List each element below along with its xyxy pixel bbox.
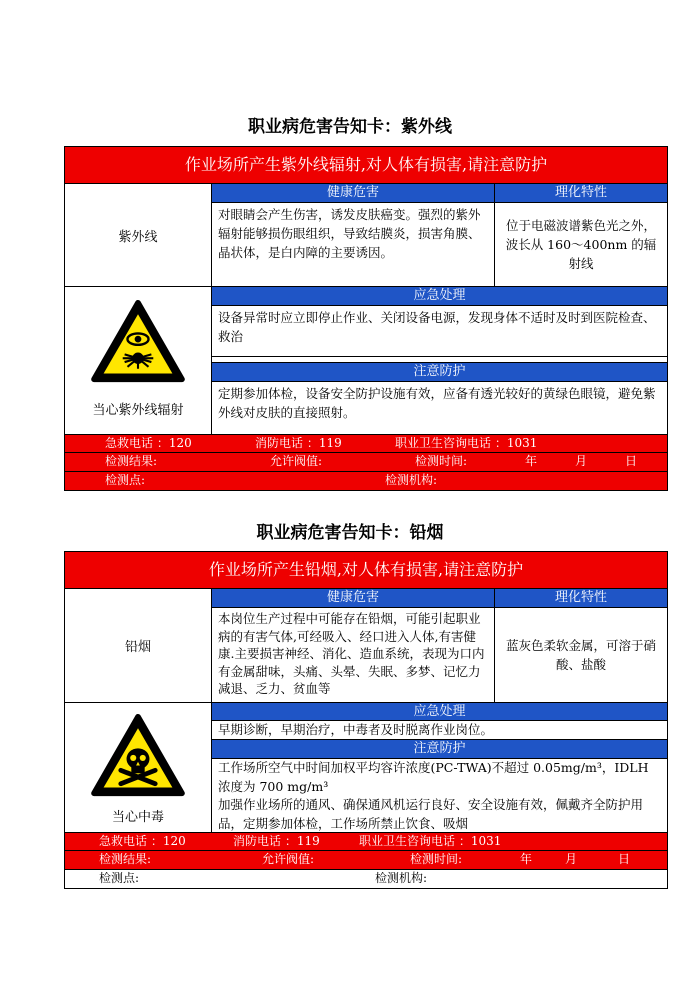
- card2-emergency-head: 应急处理: [212, 703, 667, 721]
- card1-health-col: [212, 184, 495, 286]
- card2-phone-emergency: 急救电话 ：120: [99, 834, 186, 848]
- card2-year: 年: [520, 852, 533, 866]
- card2-point-row: [65, 870, 667, 888]
- card2-health-text: 本岗位生产过程中可能存在铅烟，可能引起职业病的有害气体,可经吸入、经口进入人体,有害健康.主要损害神经、消化、造血系统，表现为口内有金属甜味，头痛、头晕、失眠、多梦、记忆力减退、乏力、贫血等: [218, 611, 485, 696]
- card1-point-row: [65, 472, 667, 490]
- card2-result-label: 检测结果:: [99, 852, 152, 866]
- card1-prop-text: 位于电磁波谱紫色光之外，波长从 160～400nm 的辐射线: [505, 218, 657, 271]
- card2-month: 月: [565, 852, 578, 866]
- card2-hazard-row: [65, 589, 667, 703]
- card2-phone-fire: 消防电话 ：119: [233, 834, 320, 848]
- card1: [64, 146, 668, 491]
- card1-phone-row: [65, 435, 667, 453]
- card2-org-label: 检测机构:: [375, 871, 428, 885]
- card2-emergency-text: 早期诊断，早期治疗，中毒者及时脱离作业岗位。: [212, 721, 667, 740]
- card2-protection-head: 注意防护: [212, 740, 667, 759]
- card2-protection-text2: 加强作业场所的通风、确保通风机运行良好、安全设施有效，佩戴齐全防护用品，定期参加体检，工作场所禁止饮食、吸烟: [218, 797, 644, 831]
- card1-action-col: [212, 287, 667, 434]
- card2-sign-col: [65, 703, 212, 832]
- card2-action-row: [65, 703, 667, 833]
- card1-prop-head: 理化特性: [495, 184, 667, 203]
- card1-protection-head: 注意防护: [212, 363, 667, 382]
- card1-limit-label: 允许阀值:: [270, 454, 323, 468]
- card2-health-col: [212, 589, 495, 702]
- card1-hazard-row: [65, 184, 667, 287]
- card2-sign-label: 当心中毒: [111, 810, 164, 825]
- card1-phone-fire: 消防电话 ：119: [255, 436, 342, 450]
- card1-year: 年: [525, 454, 538, 468]
- card1-banner: 作业场所产生紫外线辐射,对人体有损害,请注意防护: [65, 147, 667, 184]
- card1-action-row: [65, 287, 667, 435]
- card1-sign-col: [65, 287, 212, 434]
- card1-result-row: [65, 453, 667, 472]
- toxic-skull-warning-icon: [90, 713, 186, 799]
- card1-result-label: 检测结果:: [105, 454, 158, 468]
- card1-substance: 紫外线: [65, 184, 212, 286]
- card1-phone-emergency: 急救电话 ：120: [105, 436, 192, 450]
- card2-prop-col: [495, 589, 667, 702]
- card2-health-head: 健康危害: [212, 589, 494, 608]
- card1-title: 职业病危害告知卡：紫外线: [248, 117, 452, 137]
- card2-phone-row: [65, 833, 667, 851]
- card1-org-label: 检测机构:: [385, 473, 438, 487]
- card1-emergency-head: 应急处理: [212, 287, 667, 306]
- card1-health-head: 健康危害: [212, 184, 494, 203]
- card2-limit-label: 允许阀值:: [262, 852, 315, 866]
- card1-health-text: 对眼睛会产生伤害，诱发皮肤癌变。强烈的紫外辐射能够损伤眼组织，导致结膜炎，损害角膜、晶状体，是白内障的主要诱因。: [218, 207, 481, 260]
- card2-prop-text: 蓝灰色柔软金属，可溶于硝酸、盐酸: [505, 638, 656, 672]
- card1-protection-text: 定期参加体检，设备安全防护设施有效，应备有透光较好的黄绿色眼镜，避免紫外线对皮肤的直接照射。: [218, 386, 656, 420]
- uv-radiation-warning-icon: [90, 299, 186, 385]
- card1-time-label: 检测时间:: [415, 454, 468, 468]
- card2-prop-head: 理化特性: [495, 589, 667, 608]
- card2-day: 日: [618, 852, 631, 866]
- card1-point-label: 检测点:: [105, 473, 146, 487]
- card2-time-label: 检测时间:: [410, 852, 463, 866]
- card1-month: 月: [575, 454, 588, 468]
- card1-emergency-text: 设备异常时应立即停止作业、关闭设备电源，发现身体不适时及时到医院检查、救治: [212, 306, 667, 357]
- card2-title: 职业病危害告知卡：铅烟: [256, 523, 444, 543]
- card1-prop-col: [495, 184, 667, 286]
- card2-result-row: [65, 851, 667, 870]
- card1-sign-label: 当心紫外线辐射: [92, 403, 184, 418]
- card1-phone-health: 职业卫生咨询电话 ：1031: [395, 436, 538, 450]
- card2-phone-health: 职业卫生咨询电话 ：1031: [359, 834, 502, 848]
- card1-day: 日: [625, 454, 638, 468]
- card2-action-col: [212, 703, 667, 832]
- card2-banner: 作业场所产生铅烟,对人体有损害,请注意防护: [65, 552, 667, 589]
- card2: [64, 551, 668, 889]
- card2-point-label: 检测点:: [99, 871, 140, 885]
- card2-substance: 铅烟: [65, 589, 212, 702]
- card2-protection-text1: 工作场所空气中时间加权平均容许浓度(PC-TWA)不超过 0.05mg/m³，IDLH 浓度为 700 mg/m³: [218, 760, 649, 794]
